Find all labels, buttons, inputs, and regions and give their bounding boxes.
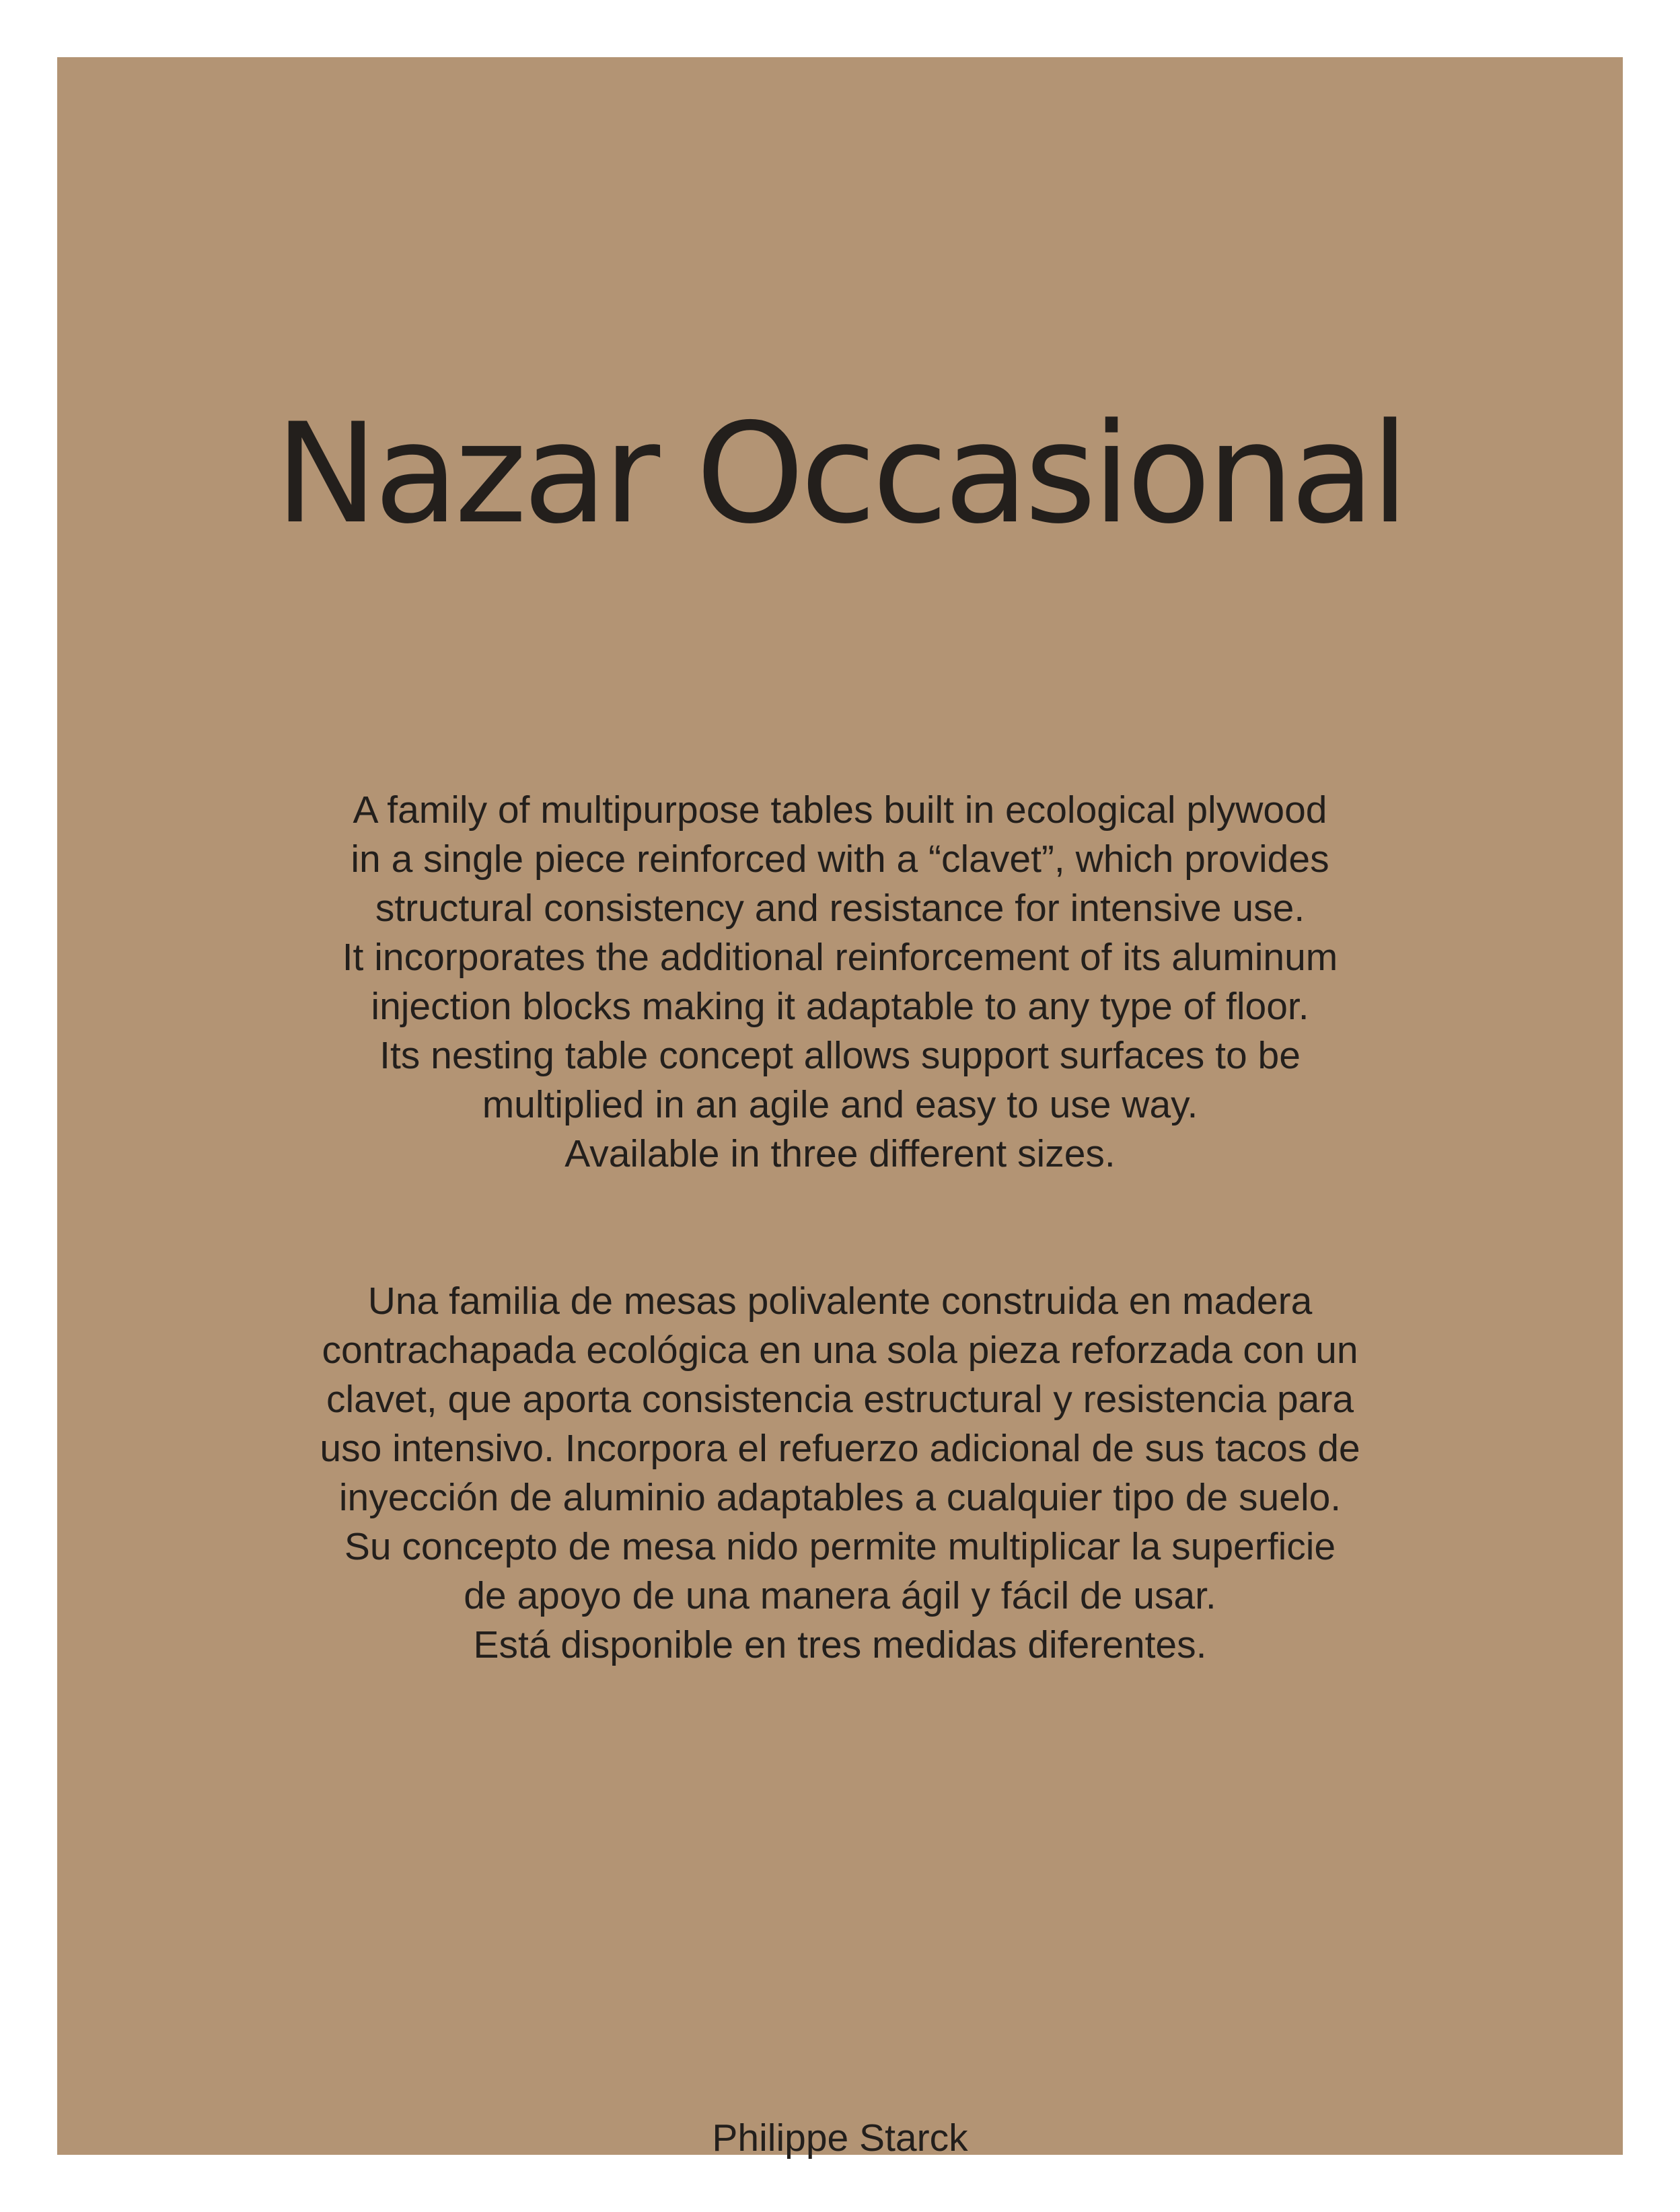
product-panel — [57, 57, 1623, 2160]
description-line: Su concepto de mesa nido permite multiplicar la superficie — [344, 1525, 1336, 1568]
description-line: Una familia de mesas polivalente construida en madera — [367, 1280, 1313, 1323]
description-line: Its nesting table concept allows support surfaces to be — [379, 1034, 1301, 1077]
description-line: structural consistency and resistance for intensive use. — [375, 887, 1305, 930]
description-line: multiplied in an agile and easy to use way. — [482, 1083, 1198, 1126]
description-line: It incorporates the additional reinforcement of its aluminum — [342, 936, 1338, 979]
description-english — [57, 786, 1623, 1179]
description-line: injection blocks making it adaptable to any type of floor. — [371, 985, 1309, 1028]
description-spanish — [57, 1277, 1623, 1670]
description-line: de apoyo de una manera ágil y fácil de usar. — [464, 1574, 1216, 1617]
product-title: Nazar Occasional — [275, 394, 1405, 554]
description-line: Available in three different sizes. — [564, 1132, 1116, 1175]
description-line: Está disponible en tres medidas diferentes. — [473, 1623, 1207, 1666]
description-line: A family of multipurpose tables built in ecological plywood — [353, 788, 1327, 832]
description-line: contrachapada ecológica en una sola pieza reforzada con un — [322, 1329, 1358, 1372]
designer-name: Philippe Starck — [712, 2116, 968, 2160]
description-line: clavet, que aporta consistencia estructural y resistencia para — [326, 1378, 1354, 1421]
description-line: in a single piece reinforced with a “clavet”, which provides — [351, 838, 1329, 881]
description-line: uso intensivo. Incorpora el refuerzo adicional de sus tacos de — [320, 1427, 1360, 1470]
description-line: inyección de aluminio adaptables a cualquier tipo de suelo. — [338, 1476, 1342, 1519]
